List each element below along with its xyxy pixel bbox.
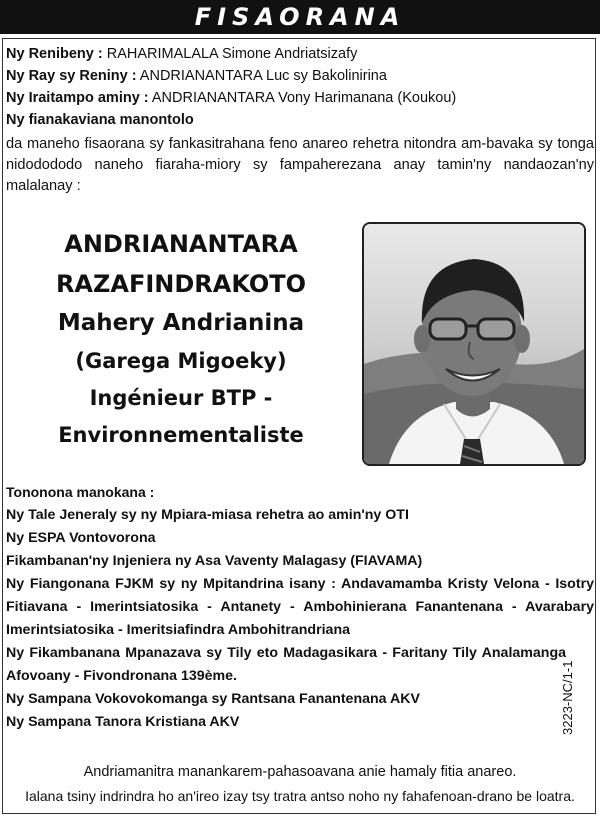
list-item: Ny Fiangonana FJKM sy ny Mpitandrina isany : Andavamamba Kristy Velona - Isotry Fitiavana - Imerintsiatosika - Antanety - Ambohinierana Fanantenana - Avarabary Imerintsiatosika - Imeritsiafindra Ambohitrandriana — [6, 576, 594, 638]
family-label: Ny Iraitampo aminy : — [6, 90, 149, 106]
closing-apology: Ialana tsiny indrindra ho an'ireo izay tsy tratra antso noho ny fahafenoan-drano be loatra. — [25, 788, 575, 804]
list-item: Ny Tale Jeneraly sy ny Mpiara-miasa rehetra ao amin'ny OTI — [6, 507, 409, 523]
family-label: Ny Ray sy Reniny : — [6, 68, 137, 84]
family-label: Ny Renibeny : — [6, 46, 103, 62]
deceased-nickname: (Garega Migoeky) — [75, 349, 287, 373]
deceased-profession-2: Environnementaliste — [58, 423, 304, 447]
deceased-profession: Ingénieur BTP - — [89, 386, 273, 410]
deceased-surname: ANDRIANANTARA — [64, 230, 298, 258]
list-item: Ny Sampana Tanora Kristiana AKV — [6, 714, 240, 730]
list-item: Ny ESPA Vontovorona — [6, 530, 156, 546]
deceased-given-name: Mahery Andrianina — [57, 310, 305, 336]
acknowledgements-heading: Tononona manokana : — [6, 484, 155, 500]
header-banner — [0, 0, 600, 34]
deceased-surname-2: RAZAFINDRAKOTO — [55, 270, 307, 298]
closing-blessing: Andriamanitra manankarem-pahasoavana anie hamaly fitia anareo. — [83, 764, 517, 780]
list-item: Ny Sampana Vokovokomanga sy Rantsana Fanantenana AKV — [6, 691, 420, 707]
portrait-photo — [362, 222, 586, 466]
family-line-siblings — [6, 87, 456, 109]
list-item: Ny Fikambanana Mpanazava sy Tily eto Madagasikara - Faritany Tily Analamanga Afovoany - Fivondronana 139ème. — [6, 645, 566, 684]
family-line-whole-family — [6, 109, 194, 131]
family-line-parents — [6, 65, 387, 87]
family-label: Ny fianakaviana manontolo — [6, 112, 194, 128]
reference-code: 3223-NC/1-1 — [560, 660, 575, 735]
family-value: ANDRIANANTARA Luc sy Bakolinirina — [139, 68, 387, 84]
family-value: RAHARIMALALA Simone Andriatsizafy — [106, 46, 358, 62]
deceased-name-block — [6, 224, 356, 454]
list-item: Fikambanan'ny Injeniera ny Asa Vaventy Malagasy (FIAVAMA) — [6, 553, 423, 569]
family-value: ANDRIANANTARA Vony Harimanana (Koukou) — [151, 90, 457, 106]
thanks-paragraph: da maneho fisaorana sy fankasitrahana feno anareo rehetra nitondra am-bavaka sy tonga nidodododo naneho fiaraha-miory sy fampaherezana anay tamin'ny nandaozan'ny malalanay : — [6, 136, 594, 194]
portrait-icon — [364, 224, 584, 464]
acknowledgements-list — [6, 481, 594, 734]
banner-title: FISAORANA — [194, 3, 406, 31]
family-line-grandmother — [6, 43, 357, 65]
